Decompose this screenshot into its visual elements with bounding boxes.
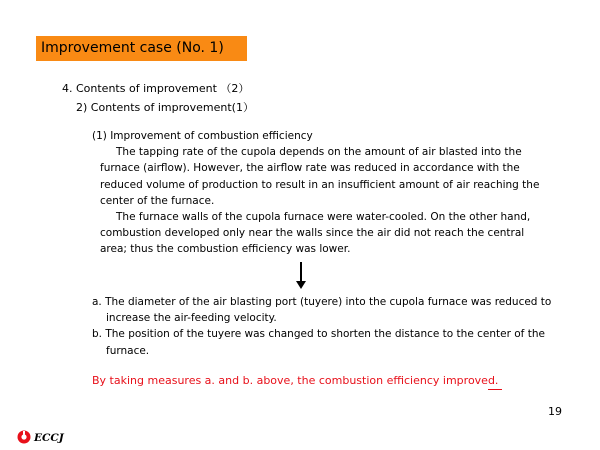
measure-item-b: b. The position of the tuyere was changed to shorten the distance to the center of the furnace. <box>92 328 545 357</box>
measures-list <box>92 294 552 359</box>
subsection-heading: 2) Contents of improvement(1） <box>76 101 254 114</box>
measure-item-a: a. The diameter of the air blasting port (tuyere) into the cupola furnace was reduced to increase the air-feeding velocity. <box>92 296 552 325</box>
section-heading: 4. Contents of improvement （2） <box>62 82 250 95</box>
improvement-paragraph-2: The furnace walls of the cupola furnace were water-cooled. On the other hand, combustion developed only near the walls since the air did not reach the central area; thus the combustion efficiency was lower. <box>100 211 531 256</box>
improvement-paragraph-1: The tapping rate of the cupola depends on the amount of air blasted into the furnace (airflow). However, the airflow rate was reduced in accordance with the reduced volume of production to result in an insufficient amount of air reaching the center of the furnace. <box>100 146 540 207</box>
slide-title: Improvement case (No. 1) <box>36 36 247 61</box>
page-number: 19 <box>548 405 562 418</box>
improvement-heading: (1) Improvement of combustion efficiency <box>92 130 313 142</box>
eccj-logo-icon <box>17 430 31 444</box>
conclusion-underline <box>488 389 502 390</box>
improvement-block <box>92 128 552 258</box>
conclusion-text: By taking measures a. and b. above, the combustion efficiency improved. <box>92 374 499 387</box>
eccj-logo-text: ECCJ <box>34 432 64 444</box>
down-arrow-icon <box>294 262 308 290</box>
